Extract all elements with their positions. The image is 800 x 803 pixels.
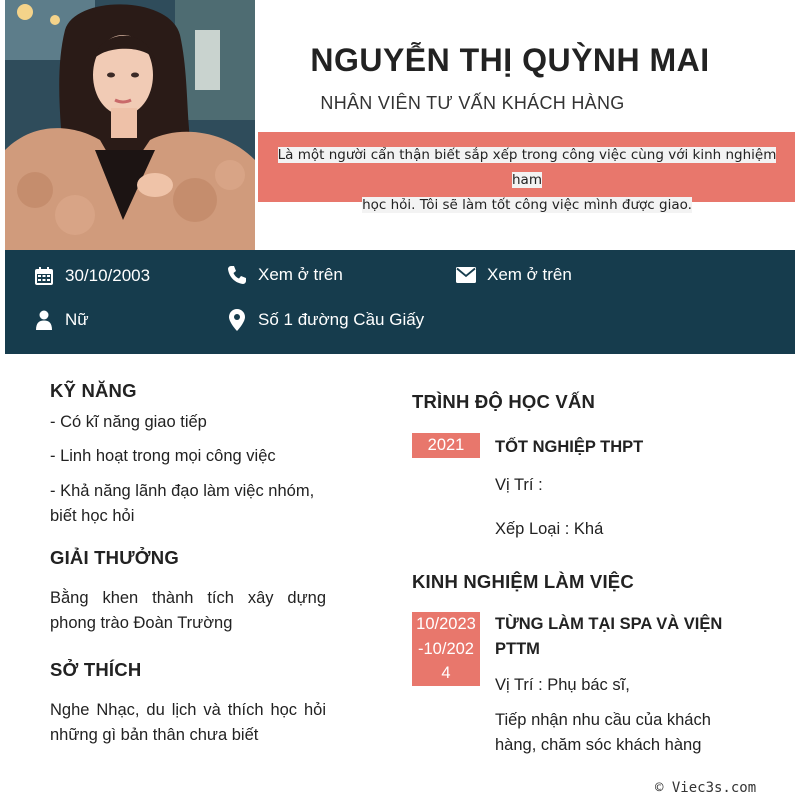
location-pin-icon — [226, 309, 248, 331]
summary-line-2: học hỏi. Tôi sẽ làm tốt công việc mình được giao. — [362, 197, 692, 213]
hobbies-line-1: Nghe Nhạc, du lịch và thích học hỏi — [50, 701, 326, 719]
contact-address — [226, 309, 424, 331]
education-position: Vị Trí : — [495, 476, 543, 494]
education-heading: TRÌNH ĐỘ HỌC VẤN — [412, 391, 596, 412]
awards-line-1: Bằng khen thành tích xây dựng — [50, 589, 326, 607]
email-value: Xem ở trên — [487, 265, 572, 284]
job-title: NHÂN VIÊN TƯ VẤN KHÁCH HÀNG — [320, 93, 625, 113]
experience-period-line-1: 10/2023 — [416, 615, 476, 633]
contact-phone — [226, 264, 343, 286]
experience-entry-title — [495, 612, 722, 662]
person-icon — [33, 309, 55, 331]
awards-text — [50, 586, 326, 636]
gender-value: Nữ — [65, 310, 89, 329]
summary-text — [276, 143, 778, 218]
candidate-name: NGUYỄN THỊ QUỲNH MAI — [310, 42, 710, 78]
experience-period-line-2: -10/202 — [418, 639, 474, 658]
hobbies-line-2: những gì bản thân chưa biết — [50, 726, 259, 744]
education-year-badge: 2021 — [412, 433, 480, 458]
contact-gender — [33, 309, 89, 331]
awards-heading: GIẢI THƯỞNG — [50, 547, 179, 568]
contact-bar — [5, 250, 795, 354]
hobbies-heading: SỞ THÍCH — [50, 659, 142, 680]
profile-photo — [5, 0, 255, 250]
experience-title-line-1: TỪNG LÀM TẠI SPA VÀ VIỆN — [495, 615, 723, 633]
skill-item-1: - Có kĩ năng giao tiếp — [50, 413, 207, 431]
awards-line-2: phong trào Đoàn Trường — [50, 614, 233, 632]
contact-birthday — [33, 265, 150, 287]
education-entry-title: TỐT NGHIỆP THPT — [495, 438, 644, 456]
experience-period-badge — [412, 612, 480, 686]
contact-email — [455, 264, 572, 286]
watermark: © Viec3s.com — [655, 780, 757, 796]
envelope-icon — [455, 264, 477, 286]
skill-item-2: - Linh hoạt trong mọi công việc — [50, 447, 276, 465]
experience-title-line-2: PTTM — [495, 640, 540, 658]
experience-heading: KINH NGHIỆM LÀM VIỆC — [412, 571, 634, 592]
phone-icon — [226, 264, 248, 286]
experience-position: Vị Trí : Phụ bác sĩ, — [495, 676, 630, 694]
calendar-icon — [33, 265, 55, 287]
summary-line-1: Là một người cẩn thận biết sắp xếp trong công việc cùng với kinh nghiệm ham — [277, 147, 777, 188]
education-grade: Xếp Loại : Khá — [495, 520, 604, 538]
experience-desc-line-1: Tiếp nhận nhu cầu của khách — [495, 711, 711, 729]
skill-item-3-cont: biết học hỏi — [50, 507, 135, 525]
experience-description — [495, 708, 711, 758]
experience-period-line-3: 4 — [441, 664, 451, 682]
address-value: Số 1 đường Cầu Giấy — [258, 310, 425, 329]
skills-heading: KỸ NĂNG — [50, 380, 137, 401]
hobbies-text — [50, 698, 326, 748]
experience-desc-line-2: hàng, chăm sóc khách hàng — [495, 736, 702, 754]
phone-value: Xem ở trên — [258, 265, 343, 284]
birthday-value: 30/10/2003 — [65, 266, 151, 285]
skill-item-3: - Khả năng lãnh đạo làm việc nhóm, — [50, 482, 315, 500]
